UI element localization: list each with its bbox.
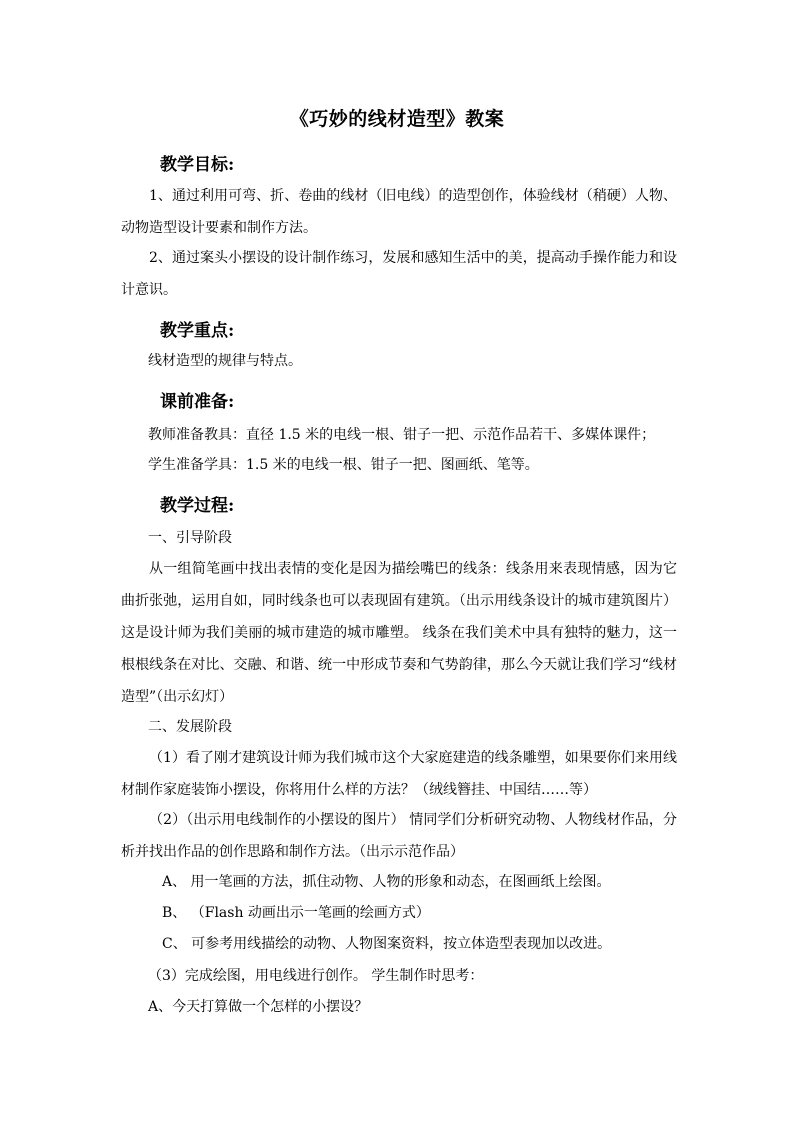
goal-2: 2、通过案头小摆设的设计制作练习，发展和感知生活中的美，提高动手操作能力和设计意识。 [121, 250, 677, 298]
item-2: （2）（出示用电线制作的小摆设的图片） 情同学们分析研究动物、人物线材作品，分析并找出作品的创作思路和制作方法。（出示示范作品） [121, 812, 677, 860]
focus-text: 线材造型的规律与特点。 [148, 353, 302, 369]
prep-teacher: 教师准备教具：直径 1.5 米的电线一根、钳子一把、示范作品若干、多媒体课件； [148, 427, 656, 443]
question-a: A、今天打算做一个怎样的小摆设？ [148, 999, 369, 1015]
heading-preparation: 课前准备: [160, 392, 235, 412]
prep-student: 学生准备学具：1.5 米的电线一根、钳子一把、图画纸、笔等。 [148, 457, 539, 473]
item-3: （3）完成绘图，用电线进行创作。 学生制作时思考： [148, 968, 484, 984]
heading-teaching-focus: 教学重点: [160, 321, 235, 341]
sub-item-b: B、 （Flash 动画出示一笔画的绘画方式） [162, 905, 430, 921]
item-1: （1）看了刚才建筑设计师为我们城市这个大家庭建造的线条雕塑，如果要你们来用线材制作家庭装饰小摆设，你将用什么样的方法？（绒线簪挂、中国结……等） [121, 750, 677, 798]
sub-item-a: A、 用一笔画的方法，抓住动物、人物的形象和动态，在图画纸上绘图。 [162, 874, 611, 890]
document-title: 《巧妙的线材造型》教案 [289, 108, 505, 130]
heading-teaching-goals: 教学目标: [160, 155, 235, 175]
heading-teaching-process: 教学过程: [160, 496, 235, 516]
stage-1-text: 从一组简笔画中找出表情的变化是因为描绘嘴巴的线条：线条用来表现情感，因为它曲折张弛，运用自如，同时线条也可以表现固有建筑。（出示用线条设计的城市建筑图片）这是设计师为我们美丽的城市建造的城市雕塑。 线条在我们美术中具有独特的魅力，这一根根线条在对比、交融、和谐、统一中形成节奏和气势韵律，那么今天就让我们学习“线材造型”（出示幻灯） [121, 561, 677, 705]
stage-2-heading: 二、发展阶段 [148, 719, 232, 735]
goal-1: 1、通过利用可弯、折、卷曲的线材（旧电线）的造型创作，体验线材（稍硬）人物、动物造型设计要素和制作方法。 [121, 188, 677, 236]
sub-item-c: C、 可参考用线描绘的动物、人物图案资料，按立体造型表现加以改进。 [162, 936, 612, 952]
stage-1-heading: 一、引导阶段 [148, 530, 232, 546]
